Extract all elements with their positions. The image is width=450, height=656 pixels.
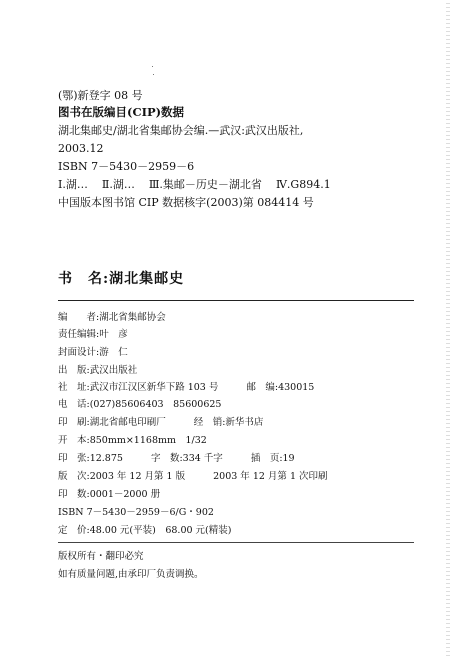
subject-2: Ⅱ.湖… [101,178,135,191]
subject-1: Ⅰ.湖… [58,178,88,191]
phone-line: 电 话:(027)85606403 85600625 [58,399,222,410]
editor-line: 编 者:湖北省集邮协会 [58,312,166,323]
plates: 插 页:19 [250,453,295,464]
price-rule [58,542,414,543]
edition-line [58,470,328,483]
resp-editor-line: 责任编辑:叶 彦 [58,329,128,340]
sheets-line [58,452,295,465]
scan-speck [152,66,153,67]
postcode: 邮 编:430015 [246,382,315,393]
edge-texture [446,0,450,656]
sheets: 印 张:12.875 [58,453,123,464]
publisher-line: 出 版:武汉出版社 [58,365,138,376]
subject-4: Ⅳ.G894.1 [275,178,331,191]
rights-notice: 版权所有・翻印必究 [58,551,144,562]
cip-entry-line-2: 2003.12 [58,142,104,155]
cip-entry-line-1: 湖北集邮史/湖北省集邮协会编.—武汉:武汉出版社, [58,124,304,137]
copies-line: 印 数:0001－2000 册 [58,489,161,500]
isbn-line: ISBN 7－5430－2959－6/G・902 [58,507,214,518]
printing: 2003 年 12 月第 1 次印刷 [213,471,328,482]
cip-subjects [58,178,331,191]
printer: 印 刷:湖北省邮电印刷厂 [58,417,166,428]
cip-number: 中国版本图书馆 CIP 数据核字(2003)第 084414 号 [58,196,314,209]
registration-line: (鄂)新登字 08 号 [58,89,143,102]
address: 社 址:武汉市江汉区新华下路 103 号 [58,382,219,393]
edition: 版 次:2003 年 12 月第 1 版 [58,471,186,482]
book-title: 书 名:湖北集邮史 [58,271,185,287]
printer-line [58,416,263,429]
address-line [58,381,314,394]
subject-3: Ⅲ.集邮－历史－湖北省 [148,178,262,191]
scan-speck [153,74,154,75]
cip-isbn: ISBN 7－5430－2959－6 [58,160,195,173]
title-rule [58,300,414,301]
quality-note: 如有质量问题,由承印厂负责调换。 [58,569,204,580]
cip-heading: 图书在版编目(CIP)数据 [58,105,185,119]
words: 字 数:334 千字 [150,453,223,464]
distributor: 经 销:新华书店 [193,417,264,428]
cover-design-line: 封面设计:游 仁 [58,347,128,358]
price-line: 定 价:48.00 元(平装) 68.00 元(精装) [58,525,232,536]
format-line: 开 本:850mm×1168mm 1/32 [58,435,207,446]
